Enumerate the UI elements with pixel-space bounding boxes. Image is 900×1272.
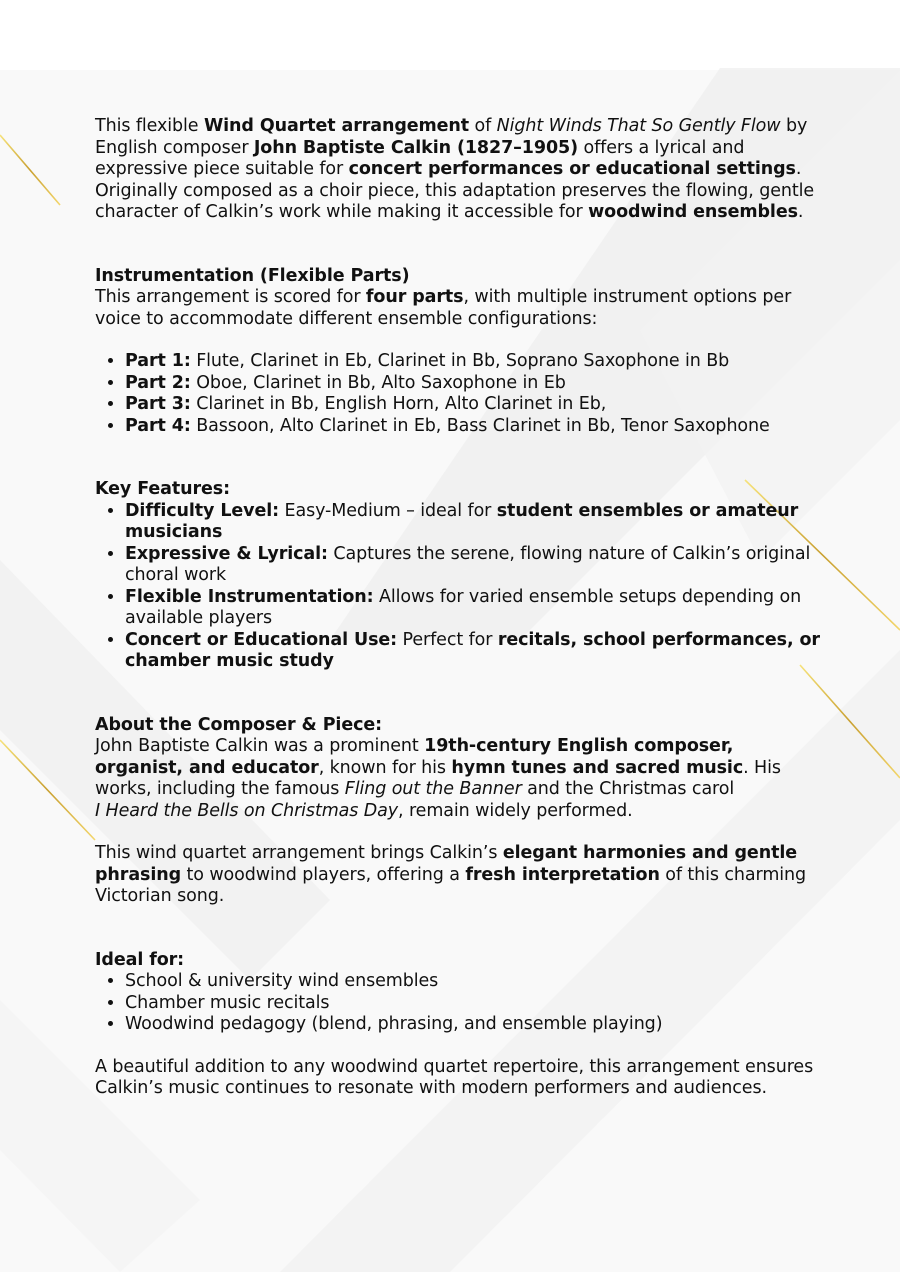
- features-list: [95, 501, 825, 673]
- intro-paragraph: This flexible Wind Quartet arrangement of Night Winds That So Gently Flow by English composer John Baptiste Calkin (1827–1905) offers a lyrical and expressive piece suitable for concert performances or educational settings. Originally composed as a choir piece, this adaptation preserves the flowing, gentle character of Calkin’s work while making it accessible for woodwind ensembles.: [95, 116, 815, 222]
- list-item: • Expressive & Lyrical: Captures the serene, flowing nature of Calkin’s original choral work: [125, 544, 825, 587]
- closing-paragraph: A beautiful addition to any woodwind quartet repertoire, this arrangement ensures Calkin’s music continues to resonate with modern performers and audiences.: [95, 1056, 814, 1098]
- list-item: • Woodwind pedagogy (blend, phrasing, and ensemble playing): [125, 1014, 825, 1036]
- quartet-paragraph: This wind quartet arrangement brings Calkin’s elegant harmonies and gentle phrasing to woodwind players, offering a fresh interpretation of this charming Victorian song.: [95, 843, 807, 906]
- list-item: • Part 4: Bassoon, Alto Clarinet in Eb, Bass Clarinet in Bb, Tenor Saxophone: [125, 416, 825, 438]
- list-item: • Concert or Educational Use: Perfect for recitals, school performances, or chamber music study: [125, 630, 825, 673]
- list-item: • Difficulty Level: Easy-Medium – ideal for student ensembles or amateur musicians: [125, 501, 825, 544]
- ideal-for-list: [95, 971, 825, 1036]
- instrumentation-paragraph: This arrangement is scored for four parts, with multiple instrument options per voice to accommodate different ensemble configurations:: [95, 287, 792, 329]
- document-body: [95, 116, 825, 1100]
- composer-paragraph: John Baptiste Calkin was a prominent 19th-century English composer, organist, and educator, known for his hymn tunes and sacred music. His works, including the famous Fling out the Banner and the Christmas carol I Heard the Bells on Christmas Day, remain widely performed.: [95, 736, 781, 821]
- composer-heading: About the Composer & Piece:: [95, 714, 383, 735]
- list-item: • Part 1: Flute, Clarinet in Eb, Clarinet in Bb, Soprano Saxophone in Bb: [125, 351, 825, 373]
- parts-list: [95, 351, 825, 437]
- list-item: • School & university wind ensembles: [125, 971, 825, 993]
- list-item: • Chamber music recitals: [125, 993, 825, 1015]
- list-item: • Part 3: Clarinet in Bb, English Horn, Alto Clarinet in Eb,: [125, 394, 825, 416]
- list-item: • Part 2: Oboe, Clarinet in Bb, Alto Saxophone in Eb: [125, 373, 825, 395]
- key-features-heading: Key Features:: [95, 479, 230, 499]
- list-item: • Flexible Instrumentation: Allows for varied ensemble setups depending on available players: [125, 587, 825, 630]
- ideal-for-heading: Ideal for:: [95, 949, 185, 970]
- instrumentation-heading: Instrumentation (Flexible Parts): [95, 265, 410, 286]
